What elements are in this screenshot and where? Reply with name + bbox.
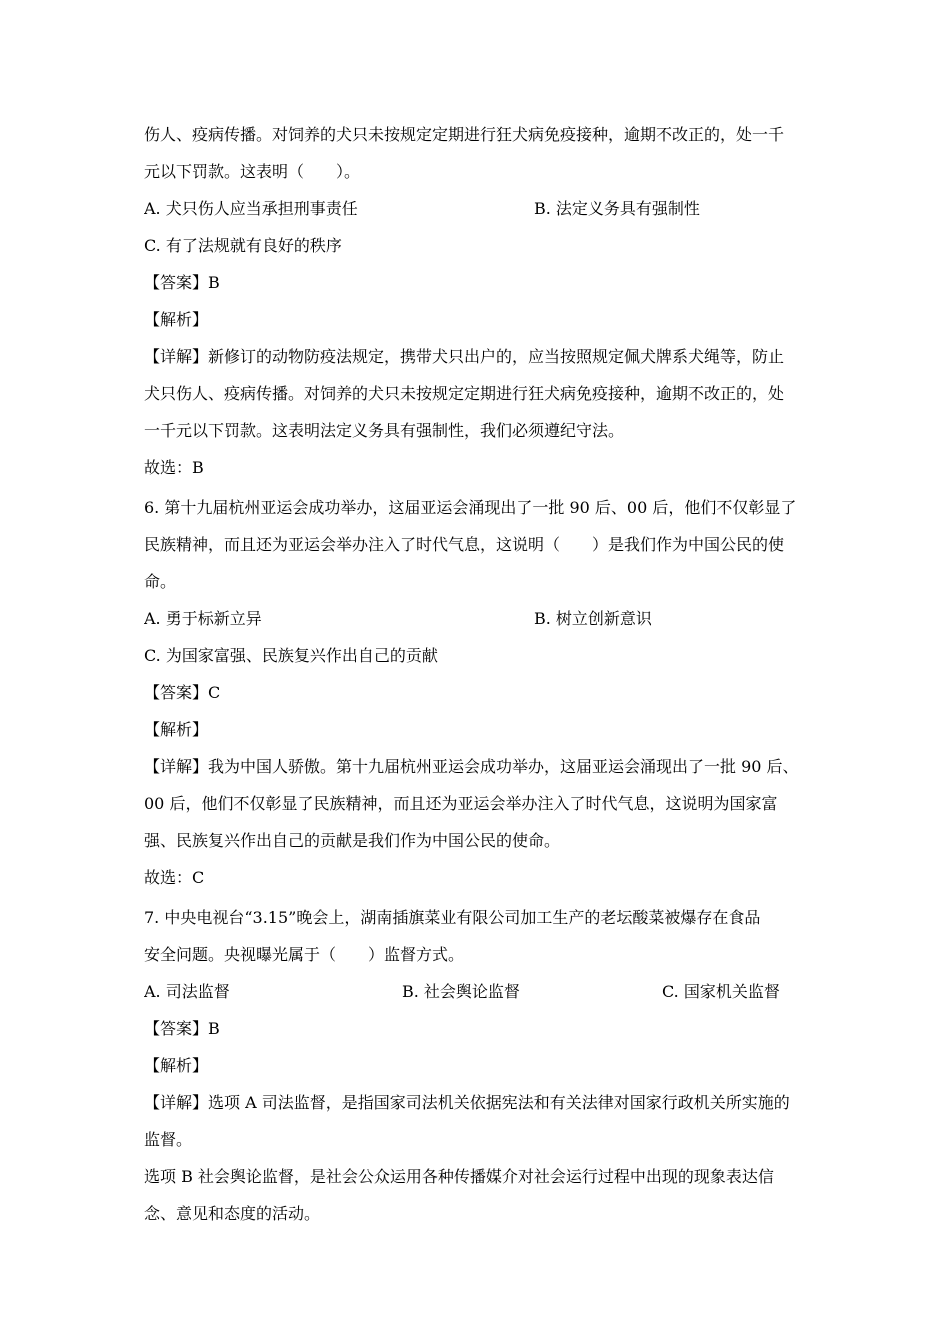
q6-option-b: B. 树立创新意识 bbox=[534, 609, 652, 628]
q5-option-c: C. 有了法规就有良好的秩序 bbox=[144, 236, 342, 255]
q5-option-a: A. 犬只伤人应当承担刑事责任 bbox=[144, 199, 358, 218]
q7-detail-line-4: 念、意见和态度的活动。 bbox=[144, 1204, 321, 1223]
q6-stem-line-2: 民族精神，而且还为亚运会举办注入了时代气息，这说明（ ）是我们作为中国公民的使 bbox=[144, 535, 785, 554]
q7-stem-line-1: 7. 中央电视台“3.15”晚会上，湖南插旗菜业有限公司加工生产的老坛酸菜被爆存在食品 bbox=[144, 908, 761, 927]
q6-option-c: C. 为国家富强、民族复兴作出自己的贡献 bbox=[144, 646, 438, 665]
q7-option-c: C. 国家机关监督 bbox=[662, 982, 780, 1001]
q7-option-a: A. 司法监督 bbox=[144, 982, 230, 1001]
q7-stem-line-2: 安全问题。央视曝光属于（ ）监督方式。 bbox=[144, 945, 465, 964]
q6-stem-line-3: 命。 bbox=[144, 572, 177, 591]
q6-analysis-heading: 【解析】 bbox=[144, 720, 209, 739]
q6-choice: 故选：C bbox=[144, 868, 205, 887]
q7-detail-line-3: 选项 B 社会舆论监督，是社会公众运用各种传播媒介对社会运行过程中出现的现象表达信 bbox=[144, 1167, 774, 1186]
q6-detail-line-3: 强、民族复兴作出自己的贡献是我们作为中国公民的使命。 bbox=[144, 831, 561, 850]
q5-option-b: B. 法定义务具有强制性 bbox=[534, 199, 700, 218]
q5-detail-line-2: 犬只伤人、疫病传播。对饲养的犬只未按规定定期进行狂犬病免疫接种，逾期不改正的，处 bbox=[144, 384, 785, 403]
q5-answer: 【答案】B bbox=[144, 273, 220, 292]
q6-detail-line-1: 【详解】我为中国人骄傲。第十九届杭州亚运会成功举办，这届亚运会涌现出了一批 90 后、 bbox=[144, 757, 799, 776]
q7-detail-line-2: 监督。 bbox=[144, 1130, 193, 1149]
q6-answer: 【答案】C bbox=[144, 683, 221, 702]
q7-analysis-heading: 【解析】 bbox=[144, 1056, 209, 1075]
q5-stem-line-1: 伤人、疫病传播。对饲养的犬只未按规定定期进行狂犬病免疫接种，逾期不改正的，处一千 bbox=[144, 125, 785, 144]
q5-options-row bbox=[144, 197, 812, 221]
q5-analysis-heading: 【解析】 bbox=[144, 310, 209, 329]
q6-stem-line-1: 6. 第十九届杭州亚运会成功举办，这届亚运会涌现出了一批 90 后、00 后，他们不仅彰显了 bbox=[144, 498, 797, 517]
q7-answer: 【答案】B bbox=[144, 1019, 220, 1038]
q6-detail-line-2: 00 后，他们不仅彰显了民族精神，而且还为亚运会举办注入了时代气息，这说明为国家富 bbox=[144, 794, 778, 813]
q5-choice: 故选：B bbox=[144, 458, 204, 477]
q6-options-row bbox=[144, 607, 812, 631]
q7-option-b: B. 社会舆论监督 bbox=[402, 982, 520, 1001]
q5-detail-line-1: 【详解】新修订的动物防疫法规定，携带犬只出户的，应当按照规定佩犬牌系犬绳等，防止 bbox=[144, 347, 785, 366]
q6-option-a: A. 勇于标新立异 bbox=[144, 609, 262, 628]
q5-detail-line-3: 一千元以下罚款。这表明法定义务具有强制性，我们必须遵纪守法。 bbox=[144, 421, 625, 440]
q7-options-row bbox=[144, 980, 812, 1004]
q7-detail-line-1: 【详解】选项 A 司法监督，是指国家司法机关依据宪法和有关法律对国家行政机关所实施的 bbox=[144, 1093, 790, 1112]
q5-stem-line-2: 元以下罚款。这表明（ ）。 bbox=[144, 162, 361, 181]
